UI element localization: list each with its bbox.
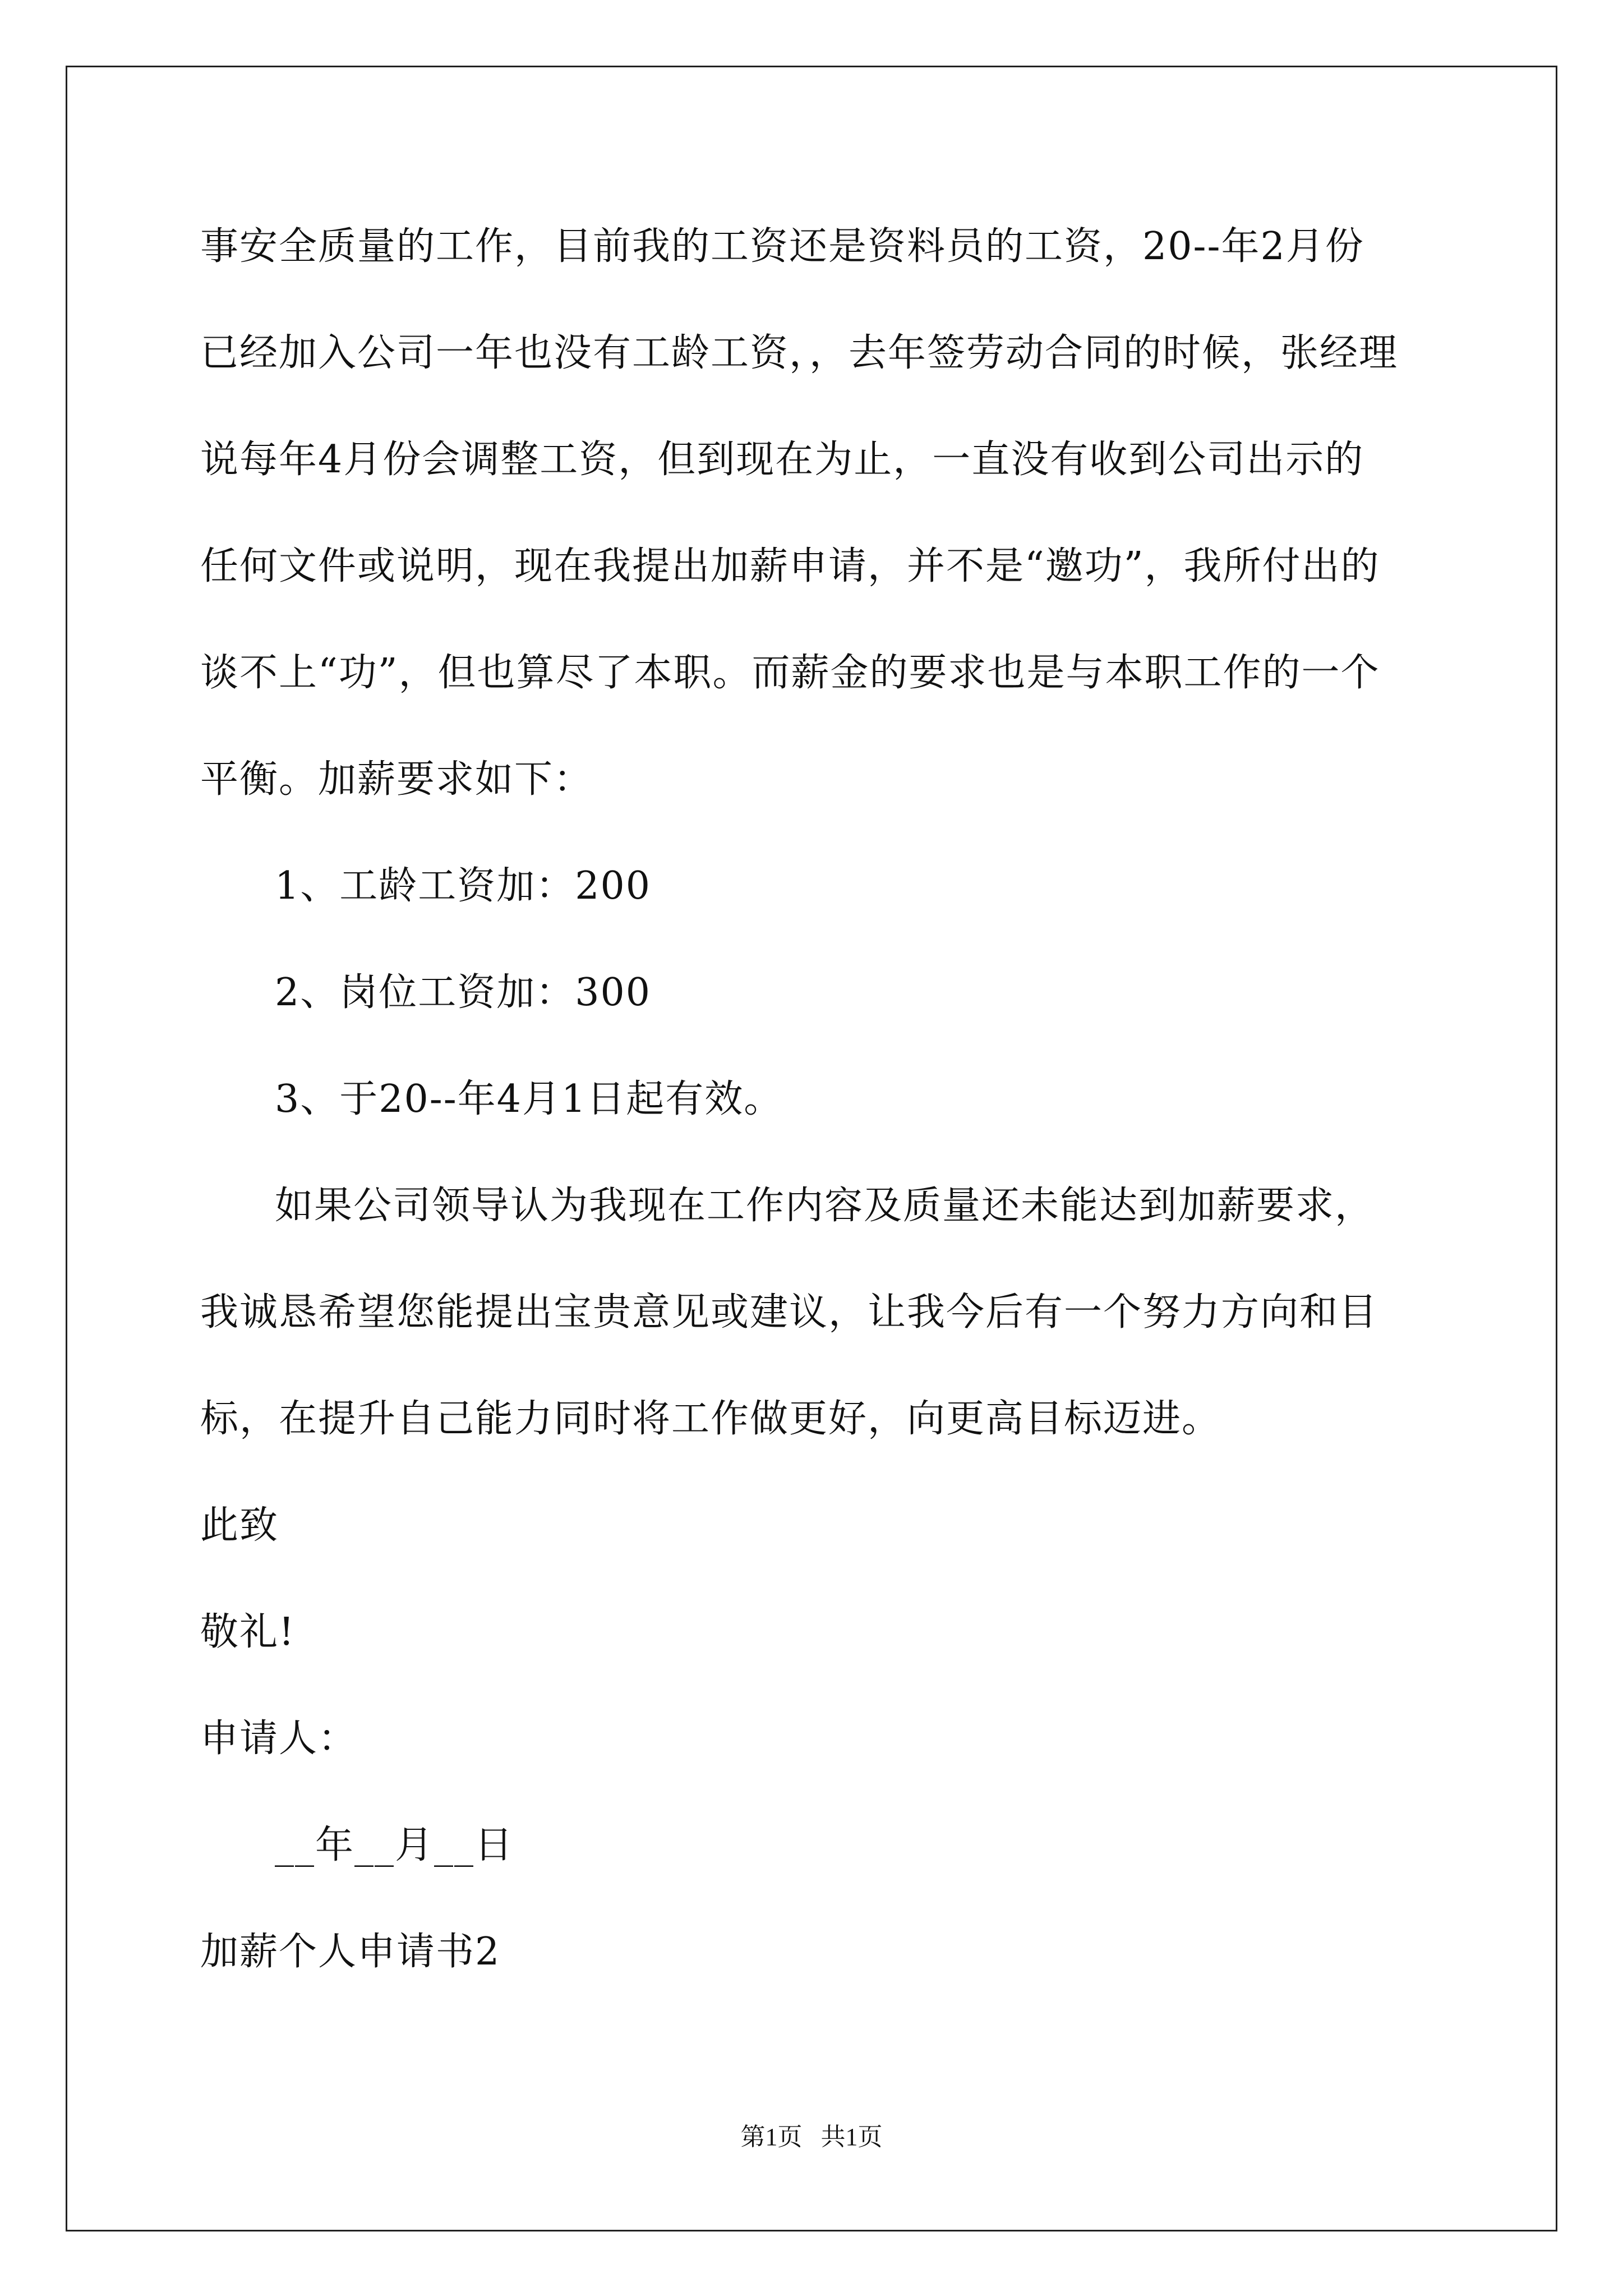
paragraph-1-line-1: 事安全质量的工作，目前我的工资还是资料员的工资，20--年2月份 (200, 224, 1364, 269)
request-item-1: 1、工龄工资加：200 (275, 864, 652, 908)
request-item-3: 3、于20--年4月1日起有效。 (275, 1077, 783, 1121)
next-document-title: 加薪个人申请书2 (200, 1930, 501, 1974)
paragraph-2-line-1: 如果公司领导认为我现在工作内容及质量还未能达到加薪要求， (275, 1184, 1375, 1228)
paragraph-1-line-5: 谈不上“功”，但也算尽了本职。而薪金的要求也是与本职工作的一个 (200, 651, 1380, 695)
page-footer: 第1页 共1页 (740, 2123, 883, 2151)
paragraph-2-line-2: 我诚恳希望您能提出宝贵意见或建议，让我今后有一个努力方向和目 (200, 1290, 1378, 1335)
request-item-2: 2、岗位工资加：300 (275, 970, 652, 1015)
applicant-label: 申请人： (200, 1717, 358, 1761)
closing-regards: 敬礼! (200, 1610, 296, 1654)
paragraph-1-line-2: 已经加入公司一年也没有工龄工资，，去年签劳动合同的时候，张经理 (200, 331, 1399, 375)
paragraph-1-line-3: 说每年4月份会调整工资，但到现在为止，一直没有收到公司出示的 (200, 438, 1364, 482)
paragraph-1-line-6: 平衡。加薪要求如下： (200, 757, 593, 802)
paragraph-2-line-3: 标，在提升自己能力同时将工作做更好，向更高目标迈进。 (200, 1397, 1221, 1441)
closing-salutation: 此致 (200, 1503, 279, 1548)
paragraph-1-line-4: 任何文件或说明，现在我提出加薪申请，并不是“邀功”，我所付出的 (200, 544, 1380, 588)
date-line: __年__月__日 (275, 1823, 514, 1867)
page-border (66, 66, 1557, 2231)
